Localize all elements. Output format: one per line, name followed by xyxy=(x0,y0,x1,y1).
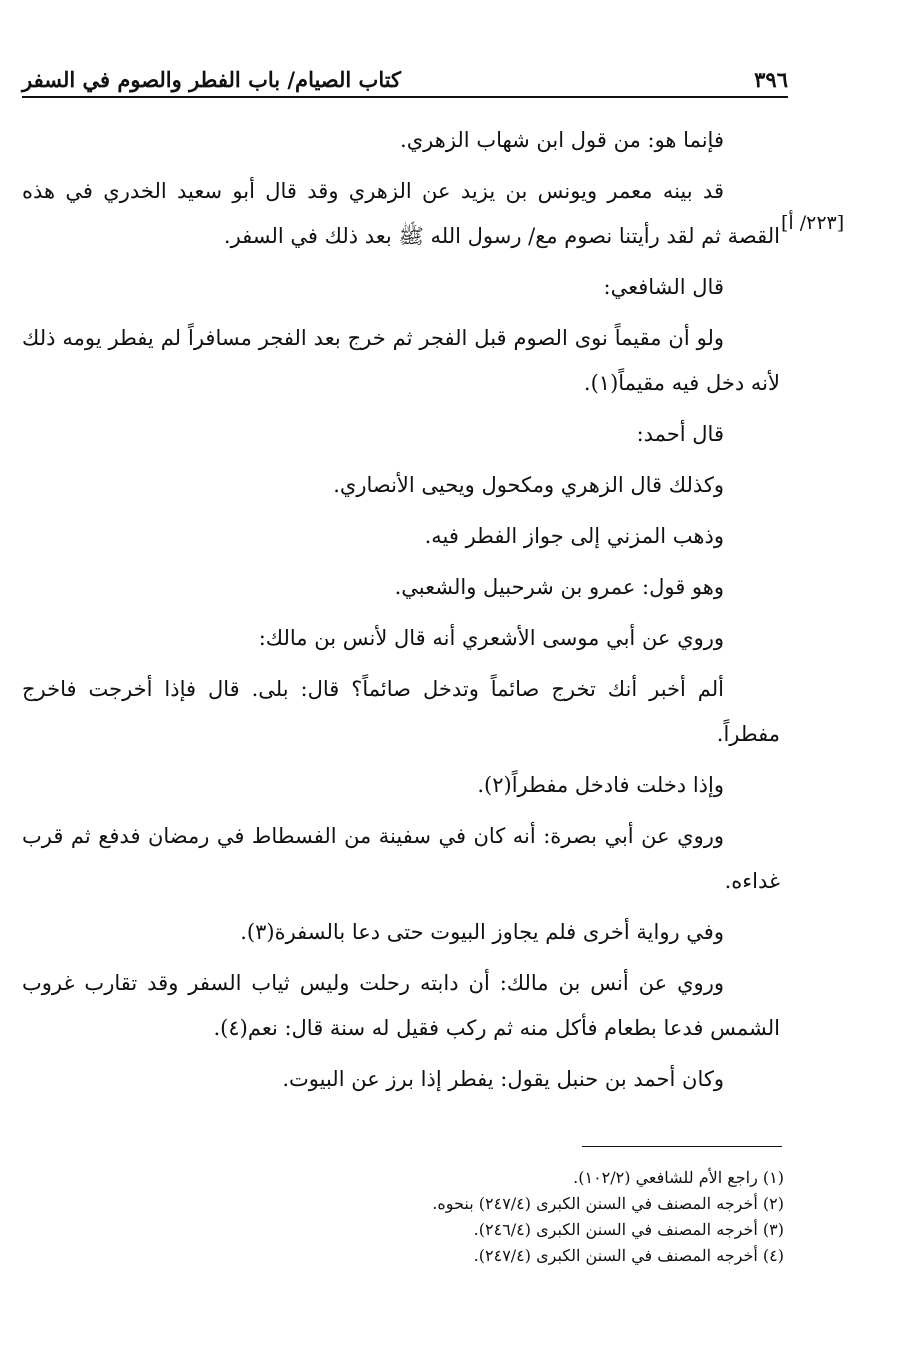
paragraph: ألم أخبر أنك تخرج صائماً وتدخل صائماً؟ قال: بلى. قال فإذا أخرجت فاخرج مفطراً. xyxy=(22,677,780,746)
page-header xyxy=(22,52,788,92)
page-number: ٣٩٦ xyxy=(754,67,788,92)
paragraph: وكان أحمد بن حنبل يقول: يفطر إذا برز عن البيوت. xyxy=(282,1067,724,1091)
paragraph: وهو قول: عمرو بن شرحبيل والشعبي. xyxy=(394,575,724,599)
paragraph: وفي رواية أخرى فلم يجاوز البيوت حتى دعا بالسفرة(٣). xyxy=(240,920,724,944)
header-divider xyxy=(22,96,788,98)
footnote: (٤) أخرجه المصنف في السنن الكبرى (٢٤٧/٤). xyxy=(473,1246,784,1265)
paragraph: وروي عن أبي موسى الأشعري أنه قال لأنس بن مالك: xyxy=(258,626,724,650)
margin-folio-note: [٢٢٣/ أ] xyxy=(781,212,845,234)
footnote: (١) راجع الأم للشافعي (١٠٢/٢). xyxy=(573,1168,784,1187)
main-text xyxy=(22,118,780,1108)
paragraph: فإنما هو: من قول ابن شهاب الزهري. xyxy=(400,128,724,152)
paragraph: قال أحمد: xyxy=(636,422,724,446)
paragraph: وروي عن أبي بصرة: أنه كان في سفينة من الفسطاط في رمضان فدفع ثم قرب غداءه. xyxy=(22,824,780,893)
footnote: (٢) أخرجه المصنف في السنن الكبرى (٢٤٧/٤) بنحوه. xyxy=(432,1194,784,1213)
paragraph: ولو أن مقيماً نوى الصوم قبل الفجر ثم خرج بعد الفجر مسافراً لم يفطر يومه ذلك لأنه دخل فيه مقيماً(١). xyxy=(22,326,780,395)
paragraph: وكذلك قال الزهري ومكحول ويحيى الأنصاري. xyxy=(333,473,724,497)
paragraph: قد بينه معمر ويونس بن يزيد عن الزهري وقد قال أبو سعيد الخدري في هذه القصة ثم لقد رأيتنا نصوم مع/ رسول الله ﷺ بعد ذلك في السفر. xyxy=(22,179,780,248)
paragraph: وروي عن أنس بن مالك: أن دابته رحلت وليس ثياب السفر وقد تقارب غروب الشمس فدعا بطعام فأكل منه ثم ركب فقيل له سنة قال: نعم(٤). xyxy=(22,971,780,1040)
paragraph: وذهب المزني إلى جواز الفطر فيه. xyxy=(424,524,724,548)
footnote: (٣) أخرجه المصنف في السنن الكبرى (٢٤٦/٤). xyxy=(473,1220,784,1239)
footnote-divider xyxy=(582,1146,782,1147)
paragraph: قال الشافعي: xyxy=(603,275,724,299)
running-title: كتاب الصيام/ باب الفطر والصوم في السفر xyxy=(22,67,402,92)
footnotes xyxy=(22,1165,784,1269)
paragraph: وإذا دخلت فادخل مفطراً(٢). xyxy=(477,773,724,797)
